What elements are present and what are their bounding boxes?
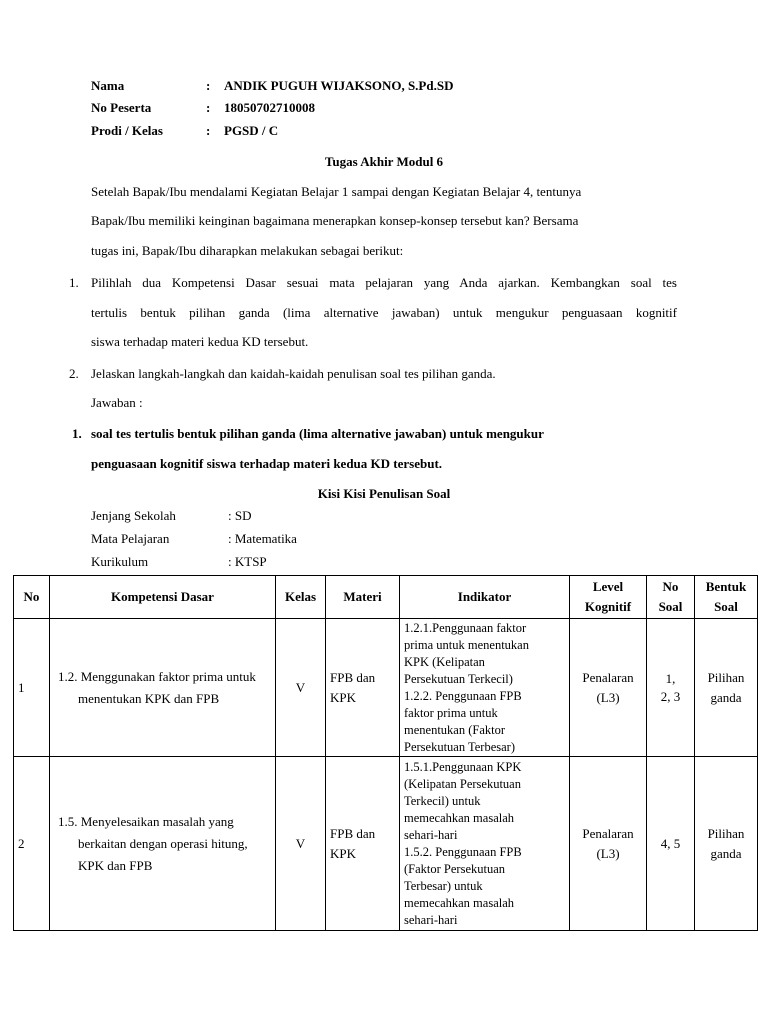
label-nama: Nama xyxy=(91,78,125,93)
indikator-line: KPK (Kelipatan xyxy=(404,654,485,669)
bentuk-line: Pilihan xyxy=(707,669,745,685)
sep-nama: : xyxy=(206,78,211,93)
document-title: Tugas Akhir Modul 6 xyxy=(324,154,444,169)
indikator-line: (Faktor Persekutuan xyxy=(404,861,506,876)
task-line: tertulis bentuk pilihan ganda (lima alternative jawaban) untuk mengukur penguasaan kognitif xyxy=(91,305,677,320)
cell-no-soal xyxy=(647,619,695,757)
header-level-line: Level xyxy=(592,579,624,594)
materi-line: KPK xyxy=(330,689,357,705)
table-row xyxy=(14,619,758,757)
header-materi: Materi xyxy=(326,576,400,619)
materi-line: KPK xyxy=(330,845,357,861)
bentuk-line: ganda xyxy=(710,689,742,705)
header-bentuk-line: Bentuk xyxy=(705,579,747,594)
value-no-peserta: 18050702710008 xyxy=(224,100,315,115)
indikator-line: Terbesar) untuk xyxy=(404,878,483,893)
materi-line: FPB dan xyxy=(330,825,376,841)
indikator-line: memecahkan masalah xyxy=(404,895,515,910)
sep-no-peserta: : xyxy=(206,100,211,115)
cell-no: 1 xyxy=(14,619,50,757)
cell-kompetensi-dasar xyxy=(50,757,276,931)
cell-kompetensi-dasar xyxy=(50,619,276,757)
kisi-title: Kisi Kisi Penulisan Soal xyxy=(317,486,451,501)
indikator-line: Terkecil) untuk xyxy=(404,793,481,808)
task-number: 2. xyxy=(69,366,79,381)
cell-kelas: V xyxy=(276,619,326,757)
meta-value-mapel: : Matematika xyxy=(228,531,297,546)
indikator-line: sehari-hari xyxy=(404,912,458,927)
kd-text: 1.5. Menyelesaikan masalah yang berkaitan dengan operasi hitung, KPK dan FPB xyxy=(58,813,248,873)
level-line: (L3) xyxy=(596,689,620,705)
task-line: Pilihlah dua Kompetensi Dasar sesuai mata pelajaran yang Anda ajarkan. Kembangkan soal tes xyxy=(91,275,677,290)
indikator-line: sehari-hari xyxy=(404,827,458,842)
level-line: Penalaran xyxy=(582,669,634,685)
bentuk-line: ganda xyxy=(710,845,742,861)
cell-no: 2 xyxy=(14,757,50,931)
indikator-line: prima untuk menentukan xyxy=(404,637,529,652)
task-line: Jelaskan langkah-langkah dan kaidah-kaidah penulisan soal tes pilihan ganda. xyxy=(91,366,496,381)
indikator-line: 1.2.1.Penggunaan faktor xyxy=(404,620,527,635)
table-header-row xyxy=(14,576,758,619)
level-line: Penalaran xyxy=(582,825,634,841)
value-prodi-kelas: PGSD / C xyxy=(224,123,279,138)
header-level-line: Kognitif xyxy=(584,599,632,614)
indikator-line: Persekutuan Terbesar) xyxy=(404,739,516,754)
sep-prodi-kelas: : xyxy=(206,123,211,138)
meta-label-kurikulum: Kurikulum xyxy=(91,554,149,569)
header-kompetensi-dasar: Kompetensi Dasar xyxy=(50,576,276,619)
meta-label-mapel: Mata Pelajaran xyxy=(91,531,170,546)
label-prodi-kelas: Prodi / Kelas xyxy=(91,123,163,138)
header-kelas: Kelas xyxy=(276,576,326,619)
cell-level-kognitif xyxy=(570,619,647,757)
answer-number: 1. xyxy=(72,426,82,441)
header-no: No xyxy=(14,576,50,619)
answer-heading-line: soal tes tertulis bentuk pilihan ganda (lima alternative jawaban) untuk mengukur xyxy=(91,426,544,441)
cell-level-kognitif xyxy=(570,757,647,931)
task-line: siswa terhadap materi kedua KD tersebut. xyxy=(91,334,309,349)
header-no-soal xyxy=(647,576,695,619)
indikator-line: 1.5.1.Penggunaan KPK xyxy=(404,759,522,774)
label-no-peserta: No Peserta xyxy=(91,100,152,115)
cell-indikator xyxy=(400,619,570,757)
indikator-line: menentukan (Faktor xyxy=(404,722,506,737)
level-line: (L3) xyxy=(596,845,620,861)
materi-line: FPB dan xyxy=(330,669,376,685)
meta-value-kurikulum: : KTSP xyxy=(228,554,267,569)
cell-materi xyxy=(326,757,400,931)
meta-label-jenjang: Jenjang Sekolah xyxy=(91,508,176,523)
header-bentuk-line: Soal xyxy=(714,599,738,614)
header-nosoal-line: No xyxy=(662,579,679,594)
intro-line: Bapak/Ibu memiliki keinginan bagaimana menerapkan konsep-konsep tersebut kan? Bersama xyxy=(91,213,579,228)
kd-text: 1.2. Menggunakan faktor prima untuk menentukan KPK dan FPB xyxy=(58,668,256,706)
indikator-line: faktor prima untuk xyxy=(404,705,498,720)
bentuk-line: Pilihan xyxy=(707,825,745,841)
table-row xyxy=(14,757,758,931)
jawaban-label: Jawaban : xyxy=(91,395,143,410)
intro-line: Setelah Bapak/Ibu mendalami Kegiatan Belajar 1 sampai dengan Kegiatan Belajar 4, tentunya xyxy=(91,184,582,199)
answer-heading-line: penguasaan kognitif siswa terhadap materi kedua KD tersebut. xyxy=(91,456,443,471)
task-number: 1. xyxy=(69,275,79,290)
cell-bentuk-soal xyxy=(695,757,758,931)
meta-value-jenjang: : SD xyxy=(228,508,252,523)
cell-materi xyxy=(326,619,400,757)
cell-kelas: V xyxy=(276,757,326,931)
header-bentuk-soal xyxy=(695,576,758,619)
nosoal-line: 2, 3 xyxy=(660,688,681,704)
indikator-line: (Kelipatan Persekutuan xyxy=(404,776,521,791)
nosoal-line: 1, xyxy=(665,670,676,686)
cell-bentuk-soal xyxy=(695,619,758,757)
indikator-line: 1.5.2. Penggunaan FPB xyxy=(404,844,522,859)
header-level-kognitif xyxy=(570,576,647,619)
kisi-table xyxy=(13,575,758,931)
header-indikator: Indikator xyxy=(400,576,570,619)
indikator-line: Persekutuan Terkecil) xyxy=(404,671,513,686)
indikator-line: memecahkan masalah xyxy=(404,810,515,825)
intro-line: tugas ini, Bapak/Ibu diharapkan melakukan sebagai berikut: xyxy=(91,243,404,258)
cell-indikator xyxy=(400,757,570,931)
indikator-line: 1.2.2. Penggunaan FPB xyxy=(404,688,522,703)
value-nama: ANDIK PUGUH WIJAKSONO, S.Pd.SD xyxy=(224,78,454,93)
cell-no-soal: 4, 5 xyxy=(647,757,695,931)
header-nosoal-line: Soal xyxy=(658,599,683,614)
